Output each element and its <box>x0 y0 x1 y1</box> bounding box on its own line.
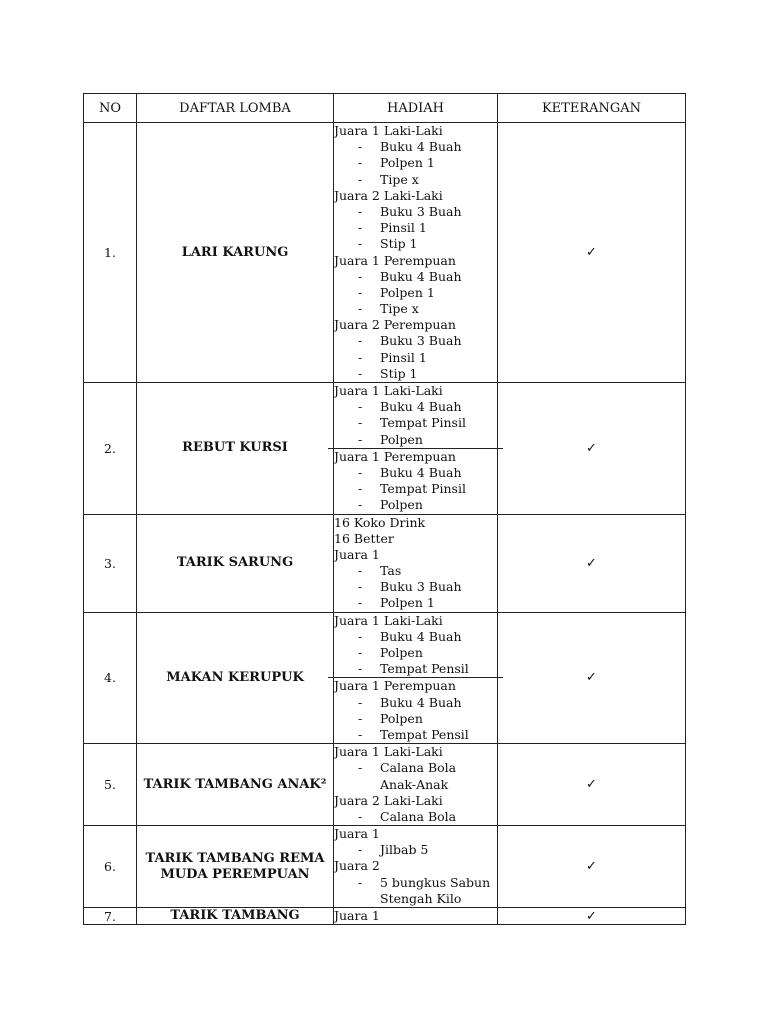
prize-item <box>334 350 497 366</box>
table-row <box>84 908 686 925</box>
prize-group <box>334 744 497 825</box>
bullet-dash: - <box>358 808 363 824</box>
prize-item <box>334 415 497 431</box>
prize-heading: Juara 1 Laki-Laki <box>334 612 443 628</box>
prize-item-text: Pinsil 1 <box>380 349 427 365</box>
prize-item-text: Buku 4 Buah <box>380 268 462 284</box>
prize-group <box>334 123 497 382</box>
prize-group <box>334 678 497 743</box>
prize-group <box>334 515 497 612</box>
prize-item <box>334 465 497 481</box>
prize-item-text: Buku 4 Buah <box>380 694 462 710</box>
row-number: 2. <box>84 383 137 515</box>
bullet-dash: - <box>358 155 363 171</box>
prize-item-text: Buku 3 Buah <box>380 203 462 219</box>
event-name: MAKAN KERUPUK <box>137 612 334 744</box>
event-name: TARIK TAMBANG <box>137 908 334 925</box>
prize-item <box>334 399 497 415</box>
bullet-dash: - <box>358 464 363 480</box>
prize-group <box>334 908 497 924</box>
prize-item-text: Pinsil 1 <box>380 220 427 236</box>
prize-heading: Juara 2 Perempuan <box>334 317 456 333</box>
prize-heading: Juara 1 Laki-Laki <box>334 744 443 760</box>
prize-item-text: Calana Bola <box>380 808 457 824</box>
bullet-dash: - <box>358 874 363 890</box>
prize-item-text: Buku 4 Buah <box>380 399 462 415</box>
prize-item-text: Tas <box>380 563 402 579</box>
prize-item <box>334 809 497 825</box>
bullet-dash: - <box>358 661 363 677</box>
bullet-dash: - <box>358 171 363 187</box>
prize-item <box>334 727 497 743</box>
header-event: DAFTAR LOMBA <box>137 94 334 123</box>
prize-heading: Juara 1 Laki-Laki <box>334 383 443 398</box>
event-name: TARIK SARUNG <box>137 514 334 612</box>
checkmark-icon: ✓ <box>498 826 686 908</box>
prize-item <box>334 875 497 891</box>
prize-item-text: Jilbab 5 <box>380 842 429 858</box>
prize-item <box>334 301 497 317</box>
prize-item <box>334 760 497 776</box>
prize-item-text: Polpen 1 <box>380 284 435 300</box>
bullet-dash: - <box>358 563 363 579</box>
table-row <box>84 123 686 383</box>
prize-item-text: Buku 3 Buah <box>380 333 462 349</box>
prize-heading: Juara 2 Laki-Laki <box>334 187 443 203</box>
bullet-dash: - <box>358 431 363 447</box>
table-row <box>84 612 686 744</box>
prize-cell <box>334 826 498 908</box>
event-name: REBUT KURSI <box>137 383 334 515</box>
prize-heading: Juara 1 Perempuan <box>334 252 456 268</box>
prize-item-text: Stip 1 <box>380 365 418 381</box>
header-row <box>84 94 686 123</box>
bullet-dash: - <box>358 645 363 660</box>
prize-item-text: Tipe x <box>380 301 419 317</box>
prize-item <box>334 579 497 595</box>
prize-item <box>334 236 497 252</box>
bullet-dash: - <box>358 694 363 710</box>
bullet-dash: - <box>358 301 363 317</box>
prize-item <box>334 432 497 448</box>
prize-cell <box>334 514 498 612</box>
prize-item-text: Polpen <box>380 710 423 726</box>
bullet-dash: - <box>358 220 363 236</box>
checkmark-icon: ✓ <box>498 908 686 925</box>
bullet-dash: - <box>358 284 363 300</box>
prize-item <box>334 139 497 155</box>
row-number: 5. <box>84 744 137 826</box>
prize-heading: Juara 1 <box>334 826 380 842</box>
checkmark-icon: ✓ <box>498 123 686 383</box>
prize-item-text: Polpen 1 <box>380 595 435 611</box>
bullet-dash: - <box>358 579 363 595</box>
prize-item <box>334 366 497 382</box>
prize-item-text: 5 bungkus Sabun <box>380 874 491 890</box>
prize-heading: 16 Better <box>334 530 394 546</box>
table-row <box>84 744 686 826</box>
prize-item <box>334 595 497 611</box>
prize-cell <box>334 908 498 925</box>
prize-item <box>334 285 497 301</box>
header-prize: HADIAH <box>334 94 498 123</box>
prize-item <box>334 842 497 858</box>
bullet-dash: - <box>358 399 363 415</box>
row-number: 6. <box>84 826 137 908</box>
bullet-dash: - <box>358 497 363 513</box>
prize-group <box>334 449 497 514</box>
bullet-dash: - <box>358 365 363 381</box>
bullet-dash: - <box>358 236 363 252</box>
event-name: LARI KARUNG <box>137 123 334 383</box>
bullet-dash: - <box>358 333 363 349</box>
prize-item-text: Buku 4 Buah <box>380 139 462 155</box>
prize-item <box>334 629 497 645</box>
prize-item-text: Buku 4 Buah <box>380 628 462 644</box>
prize-item-text: Tempat Pinsil <box>380 415 466 431</box>
bullet-dash: - <box>358 842 363 858</box>
prize-item-text: Calana Bola <box>380 760 457 776</box>
prize-heading: Juara 1 Perempuan <box>334 678 456 694</box>
prize-item-text: Tipe x <box>380 171 419 187</box>
bullet-dash: - <box>358 268 363 284</box>
event-name: TARIK TAMBANG ANAK² <box>137 744 334 826</box>
prize-item-text: Polpen <box>380 645 423 660</box>
prize-item-text: Tempat Pensil <box>380 726 469 742</box>
bullet-dash: - <box>358 481 363 497</box>
prize-item <box>334 204 497 220</box>
prize-item-continuation: Anak-Anak <box>380 776 449 792</box>
prize-cell <box>334 123 498 383</box>
prize-group <box>328 613 503 679</box>
bullet-dash: - <box>358 710 363 726</box>
prize-group <box>334 826 497 907</box>
prize-item <box>334 220 497 236</box>
prize-item-text: Buku 3 Buah <box>380 579 462 595</box>
prize-item <box>334 695 497 711</box>
checkmark-icon: ✓ <box>498 514 686 612</box>
row-number: 7. <box>84 908 137 925</box>
table-body <box>84 123 686 925</box>
prize-cell <box>334 383 498 515</box>
bullet-dash: - <box>358 203 363 219</box>
row-number: 1. <box>84 123 137 383</box>
row-number: 4. <box>84 612 137 744</box>
prize-group <box>328 383 503 449</box>
bullet-dash: - <box>358 349 363 365</box>
prize-item-continuation: Stengah Kilo <box>380 890 462 906</box>
prize-item <box>334 661 497 677</box>
table-row <box>84 826 686 908</box>
row-number: 3. <box>84 514 137 612</box>
prize-item <box>334 497 497 513</box>
prize-item-text: Polpen <box>380 497 423 513</box>
prize-item-text: Tempat Pensil <box>380 661 469 677</box>
checkmark-icon: ✓ <box>498 383 686 515</box>
prize-item <box>334 155 497 171</box>
prize-item-text: Polpen 1 <box>380 155 435 171</box>
prize-item-text: Polpen <box>380 431 423 447</box>
prize-heading: Juara 1 <box>334 908 380 923</box>
prize-item <box>334 333 497 349</box>
bullet-dash: - <box>358 595 363 611</box>
bullet-dash: - <box>358 628 363 644</box>
prize-item <box>334 172 497 188</box>
prize-heading: Juara 1 Perempuan <box>334 448 456 464</box>
prize-heading: Juara 1 <box>334 546 380 562</box>
prize-heading: Juara 2 Laki-Laki <box>334 792 443 808</box>
prize-item <box>334 563 497 579</box>
checkmark-icon: ✓ <box>498 612 686 744</box>
table-row <box>84 383 686 515</box>
bullet-dash: - <box>358 139 363 155</box>
prize-heading: Juara 1 Laki-Laki <box>334 123 443 138</box>
prize-cell <box>334 612 498 744</box>
prize-item-text: Stip 1 <box>380 236 418 252</box>
prize-item <box>334 481 497 497</box>
bullet-dash: - <box>358 415 363 431</box>
checkmark-icon: ✓ <box>498 744 686 826</box>
prize-item-text: Buku 4 Buah <box>380 464 462 480</box>
event-name: TARIK TAMBANG REMA MUDA PEREMPUAN <box>137 826 334 908</box>
table-row <box>84 514 686 612</box>
header-note: KETERANGAN <box>498 94 686 123</box>
bullet-dash: - <box>358 760 363 776</box>
prize-heading: 16 Koko Drink <box>334 514 426 530</box>
bullet-dash: - <box>358 726 363 742</box>
prize-heading: Juara 2 <box>334 858 380 874</box>
prize-cell <box>334 744 498 826</box>
header-no: NO <box>84 94 137 123</box>
prize-item <box>334 711 497 727</box>
prize-item <box>334 645 497 661</box>
prize-item-text: Tempat Pinsil <box>380 481 466 497</box>
prize-item <box>334 269 497 285</box>
prize-table <box>83 93 686 925</box>
